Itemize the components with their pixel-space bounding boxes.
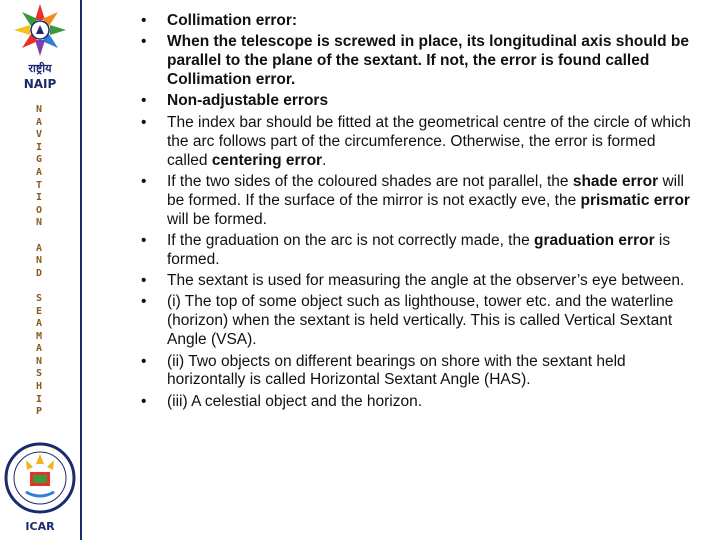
logo-bottom-text: ICAR [25,520,55,533]
sidebar-letter: H [35,381,43,393]
bullet-item [140,12,700,31]
sidebar-letter: P [35,406,43,418]
bullet-item [140,114,700,171]
sidebar-letter: V [35,129,43,141]
bullet-text: will be formed. [167,210,267,228]
bullet-text: If the graduation on the arc is not correctly made, the [167,231,535,249]
sidebar-letter: G [35,154,43,166]
bullet-item [140,393,700,412]
sidebar [0,0,82,540]
logo-top-subtitle: NAIP [23,77,57,91]
bullet-item [140,92,700,111]
sidebar-letter: A [35,166,43,178]
bullet-text-bold: Collimation error: [167,12,298,29]
sidebar-letter: S [35,368,43,380]
sidebar-letter: I [35,192,43,204]
bullet-text-bold: When the telescope is screwed in place, its longitudinal axis should be parallel to the plane of the sextant. If not, the error is found called Collimation error. [167,33,689,89]
sidebar-letter: T [35,179,43,191]
sidebar-word [0,243,78,281]
sidebar-letter: A [35,343,43,355]
bullet-item [140,293,700,350]
sidebar-letter: D [35,267,43,279]
bullet-item [140,232,700,270]
sidebar-letter: S [35,292,43,304]
bullet-text: is formed. [167,231,671,268]
bullet-text-bold: graduation error [534,231,655,249]
sidebar-letter: I [35,141,43,153]
bullet-text-bold: prismatic error [580,191,690,209]
bullet-item [140,33,700,90]
sidebar-letter: N [35,355,43,367]
bullet-text: The index bar should be fitted at the geometrical centre of the circle of which the arc follows part of the circumference. Otherwise, the error is formed called [167,113,691,169]
naip-logo-icon [2,2,78,94]
logo-top-text: राष्ट्रीय [28,62,52,75]
bullet-text-bold: Non-adjustable errors [167,92,329,110]
slide-content [140,12,700,414]
sidebar-vertical-title [0,104,78,419]
sidebar-letter: A [35,242,43,254]
bullet-text: If the two sides of the coloured shades are not parallel, the [167,172,573,190]
bullet-item [140,173,700,230]
sidebar-word [0,293,78,419]
bullet-text-bold: shade error [572,172,659,190]
sidebar-letter: A [35,116,43,128]
sidebar-letter: N [35,255,43,267]
sidebar-letter: M [35,330,43,342]
bullet-text: . [322,151,327,169]
bullet-item [140,353,700,391]
sidebar-letter: I [35,393,43,405]
bullet-text-bold: centering error [211,151,323,169]
sidebar-letter: A [35,318,43,330]
sidebar-letter: O [35,204,43,216]
sidebar-letter: N [35,217,43,229]
bullet-text: (i) The top of some object such as lighthouse, tower etc. and the waterline (horizon) when the sextant is held vertically. This is called Vertical Sextant Angle (VSA). [167,293,674,349]
bullet-item [140,272,700,291]
bullet-text: (iii) A celestial object and the horizon. [167,392,423,410]
sidebar-word [0,104,78,230]
sidebar-letter: N [35,104,43,115]
institute-emblem-icon [2,434,78,538]
bullet-text: (ii) Two objects on different bearings on shore with the sextant held horizontally is called Horizontal Sextant Angle (HAS). [167,352,626,389]
sidebar-letter: E [35,305,43,317]
bullet-text: The sextant is used for measuring the angle at the observer’s eye between. [167,272,685,290]
bullet-text: will be formed. If the surface of the mirror is not exactly eve, the [167,172,684,209]
